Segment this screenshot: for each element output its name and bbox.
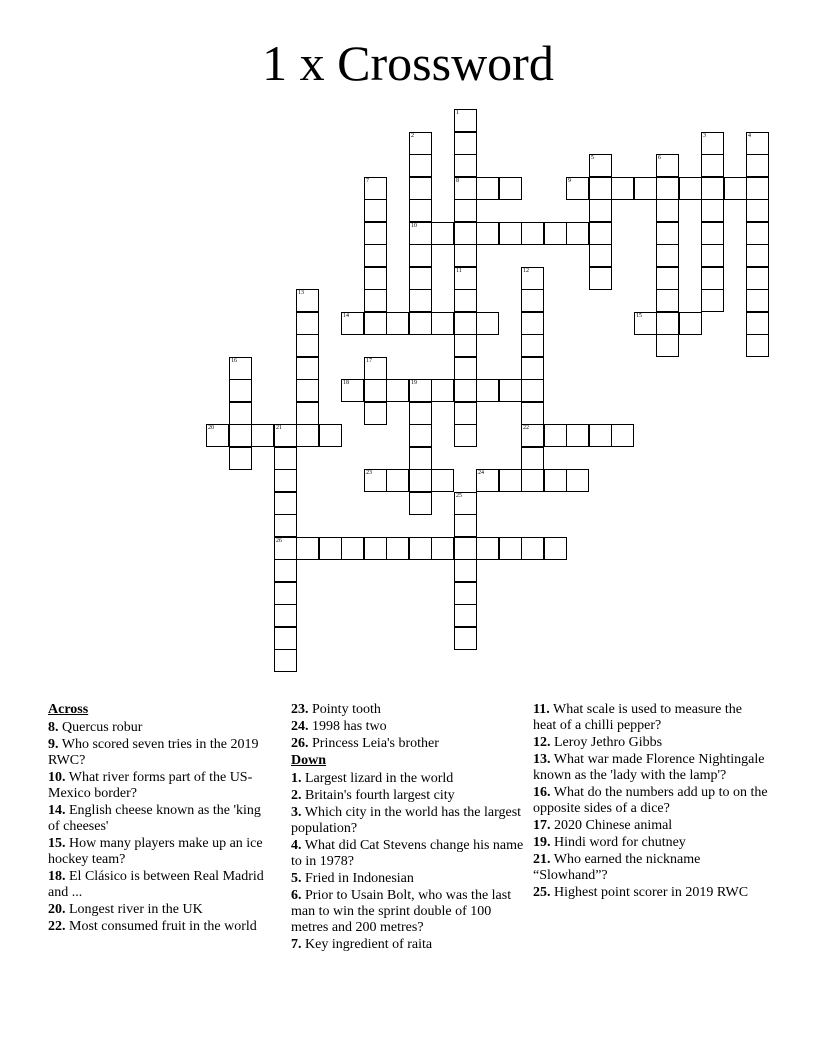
- grid-cell[interactable]: [656, 154, 679, 177]
- grid-cell[interactable]: [274, 492, 297, 515]
- grid-cell[interactable]: [409, 154, 432, 177]
- clue-number: 15: [636, 313, 642, 319]
- grid-cell[interactable]: [454, 402, 477, 425]
- grid-cell[interactable]: [544, 222, 567, 245]
- grid-cell[interactable]: [409, 424, 432, 447]
- grid-cell[interactable]: [274, 469, 297, 492]
- clue-across-15[interactable]: 15. How many players make up an ice hockey team?: [48, 836, 263, 867]
- grid-cell[interactable]: [454, 244, 477, 267]
- grid-cell[interactable]: [656, 177, 679, 200]
- grid-cell[interactable]: [274, 559, 297, 582]
- grid-cell[interactable]: [589, 244, 612, 267]
- grid-cell[interactable]: [296, 379, 319, 402]
- grid-cell[interactable]: [386, 469, 409, 492]
- grid-cell[interactable]: [296, 334, 319, 357]
- grid-cell[interactable]: [746, 244, 769, 267]
- grid-cell[interactable]: [206, 424, 229, 447]
- clue-down-3[interactable]: 3. Which city in the world has the largest population?: [291, 805, 522, 836]
- grid-cell[interactable]: [521, 379, 544, 402]
- clue-down-1[interactable]: 1. Largest lizard in the world: [291, 771, 454, 786]
- clue-number: 2: [411, 133, 414, 139]
- clue-number: 17: [366, 358, 372, 364]
- grid-cell[interactable]: [454, 537, 477, 560]
- grid-cell[interactable]: [409, 447, 432, 470]
- clue-down-5[interactable]: 5. Fried in Indonesian: [291, 871, 414, 886]
- clue-number: 8: [456, 178, 459, 184]
- grid-cell[interactable]: [521, 447, 544, 470]
- clue-down-11[interactable]: 11. What scale is used to measure the heat of a chilli pepper?: [533, 702, 742, 733]
- clue-down-4[interactable]: 4. What did Cat Stevens change his name to in 1978?: [291, 838, 524, 869]
- clue-number: 23: [366, 470, 372, 476]
- grid-cell[interactable]: [274, 447, 297, 470]
- grid-cell[interactable]: [634, 312, 657, 335]
- grid-cell[interactable]: [364, 402, 387, 425]
- clue-across-26[interactable]: 26. Princess Leia's brother: [291, 736, 439, 751]
- grid-cell[interactable]: [296, 402, 319, 425]
- grid-cell[interactable]: [229, 357, 252, 380]
- grid-cell[interactable]: [499, 222, 522, 245]
- grid-cell[interactable]: [499, 537, 522, 560]
- grid-cell[interactable]: [274, 424, 297, 447]
- grid-cell[interactable]: [521, 312, 544, 335]
- grid-cell[interactable]: [566, 222, 589, 245]
- clue-number: 11: [456, 268, 462, 274]
- grid-cell[interactable]: [611, 424, 634, 447]
- clue-number: 12: [523, 268, 529, 274]
- down-heading: Down: [291, 753, 327, 768]
- clue-down-2[interactable]: 2. Britain's fourth largest city: [291, 788, 455, 803]
- grid-cell[interactable]: [544, 469, 567, 492]
- page-title: 1 x Crossword: [262, 35, 554, 91]
- grid-cell[interactable]: [409, 222, 432, 245]
- grid-cell[interactable]: [274, 514, 297, 537]
- clue-number: 26: [276, 538, 282, 544]
- grid-cell[interactable]: [296, 357, 319, 380]
- grid-cell[interactable]: [454, 627, 477, 650]
- clue-number: 13: [298, 290, 304, 296]
- grid-cell[interactable]: [364, 199, 387, 222]
- grid-cell[interactable]: [476, 379, 499, 402]
- grid-cell[interactable]: [701, 222, 724, 245]
- grid-cell[interactable]: [319, 424, 342, 447]
- grid-cell[interactable]: [229, 424, 252, 447]
- grid-cell[interactable]: [454, 334, 477, 357]
- grid-cell[interactable]: [409, 177, 432, 200]
- grid-cell[interactable]: [364, 379, 387, 402]
- across-heading: Across: [48, 702, 89, 717]
- grid-cell[interactable]: [589, 222, 612, 245]
- grid-cell[interactable]: [454, 379, 477, 402]
- grid-cell[interactable]: [274, 582, 297, 605]
- grid-cell[interactable]: [319, 537, 342, 560]
- grid-cell[interactable]: [454, 289, 477, 312]
- grid-cell[interactable]: [701, 199, 724, 222]
- grid-cell[interactable]: [724, 177, 747, 200]
- grid-cell[interactable]: [499, 469, 522, 492]
- clue-across-20[interactable]: 20. Longest river in the UK: [48, 902, 203, 917]
- grid-cell[interactable]: [746, 199, 769, 222]
- grid-cell[interactable]: [656, 267, 679, 290]
- grid-cell[interactable]: [431, 379, 454, 402]
- grid-cell[interactable]: [409, 289, 432, 312]
- grid-cell[interactable]: [364, 357, 387, 380]
- grid-cell[interactable]: [454, 132, 477, 155]
- clue-across-22[interactable]: 22. Most consumed fruit in the world: [48, 919, 257, 934]
- grid-cell[interactable]: [476, 312, 499, 335]
- grid-cell[interactable]: [364, 177, 387, 200]
- grid-cell[interactable]: [701, 267, 724, 290]
- clue-across-18[interactable]: 18. El Clásico is between Real Madrid and ...: [48, 869, 264, 900]
- grid-cell[interactable]: [386, 312, 409, 335]
- clue-number: 19: [411, 380, 417, 386]
- grid-cell[interactable]: [521, 357, 544, 380]
- clue-down-21[interactable]: 21. Who earned the nickname “Slowhand”?: [533, 852, 701, 883]
- grid-cell[interactable]: [589, 424, 612, 447]
- grid-cell[interactable]: [566, 424, 589, 447]
- clue-down-16[interactable]: 16. What do the numbers add up to on the opposite sides of a dice?: [533, 785, 768, 816]
- grid-cell[interactable]: [364, 244, 387, 267]
- grid-cell[interactable]: [679, 312, 702, 335]
- grid-cell[interactable]: [544, 424, 567, 447]
- grid-cell[interactable]: [499, 177, 522, 200]
- clue-down-25[interactable]: 25. Highest point scorer in 2019 RWC: [533, 885, 749, 900]
- grid-cell[interactable]: [656, 199, 679, 222]
- grid-cell[interactable]: [656, 222, 679, 245]
- grid-cell[interactable]: [454, 154, 477, 177]
- grid-cell[interactable]: [656, 289, 679, 312]
- grid-cell[interactable]: [656, 244, 679, 267]
- grid-cell[interactable]: [746, 222, 769, 245]
- grid-cell[interactable]: [701, 154, 724, 177]
- grid-cell[interactable]: [296, 312, 319, 335]
- grid-cell[interactable]: [431, 469, 454, 492]
- grid-cell[interactable]: [521, 537, 544, 560]
- grid-cell[interactable]: [431, 312, 454, 335]
- grid-cell[interactable]: [701, 289, 724, 312]
- grid-cell[interactable]: [274, 627, 297, 650]
- grid-cell[interactable]: [364, 222, 387, 245]
- clue-across-24[interactable]: 24. 1998 has two: [291, 719, 387, 734]
- grid-cell[interactable]: [364, 312, 387, 335]
- clue-column-2: [291, 702, 527, 954]
- grid-cell[interactable]: [566, 469, 589, 492]
- grid-cell[interactable]: [409, 402, 432, 425]
- clue-number: 25: [456, 493, 462, 499]
- grid-cell[interactable]: [746, 334, 769, 357]
- grid-cell[interactable]: [454, 492, 477, 515]
- grid-cell[interactable]: [589, 154, 612, 177]
- grid-cell[interactable]: [274, 604, 297, 627]
- grid-cell[interactable]: [701, 132, 724, 155]
- clue-down-17[interactable]: 17. 2020 Chinese animal: [533, 818, 673, 833]
- clue-across-23[interactable]: 23. Pointy tooth: [291, 702, 381, 717]
- grid-cell[interactable]: [274, 649, 297, 672]
- grid-cell[interactable]: [476, 537, 499, 560]
- clue-number: 24: [478, 470, 484, 476]
- clue-number: 9: [568, 178, 571, 184]
- clue-across-9[interactable]: 9. Who scored seven tries in the 2019 RWC?: [48, 737, 259, 768]
- grid-cell[interactable]: [364, 469, 387, 492]
- grid-cell[interactable]: [454, 582, 477, 605]
- clue-across-8[interactable]: 8. Quercus robur: [48, 720, 143, 735]
- grid-cell[interactable]: [454, 514, 477, 537]
- clue-number: 5: [591, 155, 594, 161]
- grid-cell[interactable]: [476, 222, 499, 245]
- grid-cell[interactable]: [296, 289, 319, 312]
- grid-cell[interactable]: [341, 379, 364, 402]
- grid-cell[interactable]: [589, 177, 612, 200]
- grid-cell[interactable]: [386, 379, 409, 402]
- grid-cell[interactable]: [521, 222, 544, 245]
- clue-down-12[interactable]: 12. Leroy Jethro Gibbs: [533, 735, 663, 750]
- grid-cell[interactable]: [296, 424, 319, 447]
- grid-cell[interactable]: [499, 379, 522, 402]
- clue-down-19[interactable]: 19. Hindi word for chutney: [533, 835, 686, 850]
- clue-number: 21: [276, 425, 282, 431]
- grid-cell[interactable]: [454, 559, 477, 582]
- grid-cell[interactable]: [409, 469, 432, 492]
- grid-cell[interactable]: [431, 537, 454, 560]
- clue-number: 3: [703, 133, 706, 139]
- grid-cell[interactable]: [409, 132, 432, 155]
- grid-cell[interactable]: [679, 177, 702, 200]
- clue-number: 22: [523, 425, 529, 431]
- grid-cell[interactable]: [521, 402, 544, 425]
- clue-across-14[interactable]: 14. English cheese known as the 'king of cheeses': [48, 803, 261, 834]
- grid-cell[interactable]: [454, 312, 477, 335]
- grid-cell[interactable]: [341, 312, 364, 335]
- grid-cell[interactable]: [454, 604, 477, 627]
- grid-cell[interactable]: [566, 177, 589, 200]
- grid-cell[interactable]: [364, 537, 387, 560]
- grid-cell[interactable]: [746, 177, 769, 200]
- grid-cell[interactable]: [409, 199, 432, 222]
- clue-down-7[interactable]: 7. Key ingredient of raita: [291, 937, 433, 952]
- grid-cell[interactable]: [701, 177, 724, 200]
- grid-cell[interactable]: [409, 267, 432, 290]
- clue-number: 4: [748, 133, 751, 139]
- clue-number: 18: [343, 380, 349, 386]
- clue-across-10[interactable]: 10. What river forms part of the US-Mexico border?: [48, 770, 253, 801]
- grid-cell[interactable]: [229, 379, 252, 402]
- grid-cell[interactable]: [521, 289, 544, 312]
- grid-cell[interactable]: [431, 222, 454, 245]
- grid-cell[interactable]: [476, 469, 499, 492]
- grid-cell[interactable]: [454, 424, 477, 447]
- clue-number: 20: [208, 425, 214, 431]
- grid-cell[interactable]: [521, 267, 544, 290]
- grid-cell[interactable]: [454, 267, 477, 290]
- grid-cell[interactable]: [229, 447, 252, 470]
- grid-cell[interactable]: [589, 199, 612, 222]
- grid-cell[interactable]: [296, 537, 319, 560]
- clue-number: 7: [366, 178, 369, 184]
- grid-cell[interactable]: [454, 199, 477, 222]
- grid-cell[interactable]: [521, 424, 544, 447]
- grid-cell[interactable]: [251, 424, 274, 447]
- grid-cell[interactable]: [544, 537, 567, 560]
- grid-cell[interactable]: [454, 222, 477, 245]
- grid-cell[interactable]: [521, 334, 544, 357]
- clue-column-1: [48, 702, 273, 936]
- grid-cell[interactable]: [409, 312, 432, 335]
- grid-cell[interactable]: [409, 244, 432, 267]
- clue-number: 16: [231, 358, 237, 364]
- clue-down-6[interactable]: 6. Prior to Usain Bolt, who was the last man to win the sprint double of 100 metres and 200 metres?: [291, 888, 512, 935]
- grid-cell[interactable]: [746, 312, 769, 335]
- grid-cell[interactable]: [454, 357, 477, 380]
- grid-cell[interactable]: [454, 109, 477, 132]
- clue-number: 10: [411, 223, 417, 229]
- grid-cell[interactable]: [274, 537, 297, 560]
- clue-number: 14: [343, 313, 349, 319]
- clue-number: 6: [658, 155, 661, 161]
- grid-cell[interactable]: [476, 177, 499, 200]
- grid-cell[interactable]: [341, 537, 364, 560]
- grid-cell[interactable]: [409, 379, 432, 402]
- grid-cell[interactable]: [746, 289, 769, 312]
- grid-cell[interactable]: [634, 177, 657, 200]
- grid-cell[interactable]: [409, 492, 432, 515]
- grid-cell[interactable]: [746, 267, 769, 290]
- grid-cell[interactable]: [386, 537, 409, 560]
- clue-down-13[interactable]: 13. What war made Florence Nightingale known as the 'lady with the lamp'?: [533, 752, 765, 783]
- grid-cell[interactable]: [364, 267, 387, 290]
- grid-cell[interactable]: [701, 244, 724, 267]
- grid-cell[interactable]: [364, 289, 387, 312]
- grid-cell[interactable]: [746, 154, 769, 177]
- clue-number: 1: [456, 110, 459, 116]
- grid-cell[interactable]: [589, 267, 612, 290]
- grid-cell[interactable]: [656, 312, 679, 335]
- grid-cell[interactable]: [746, 132, 769, 155]
- grid-cell[interactable]: [656, 334, 679, 357]
- grid-cell[interactable]: [611, 177, 634, 200]
- clue-column-3: [533, 702, 768, 902]
- grid-cell[interactable]: [454, 177, 477, 200]
- grid-cell[interactable]: [521, 469, 544, 492]
- grid-cell[interactable]: [409, 537, 432, 560]
- grid-cell[interactable]: [229, 402, 252, 425]
